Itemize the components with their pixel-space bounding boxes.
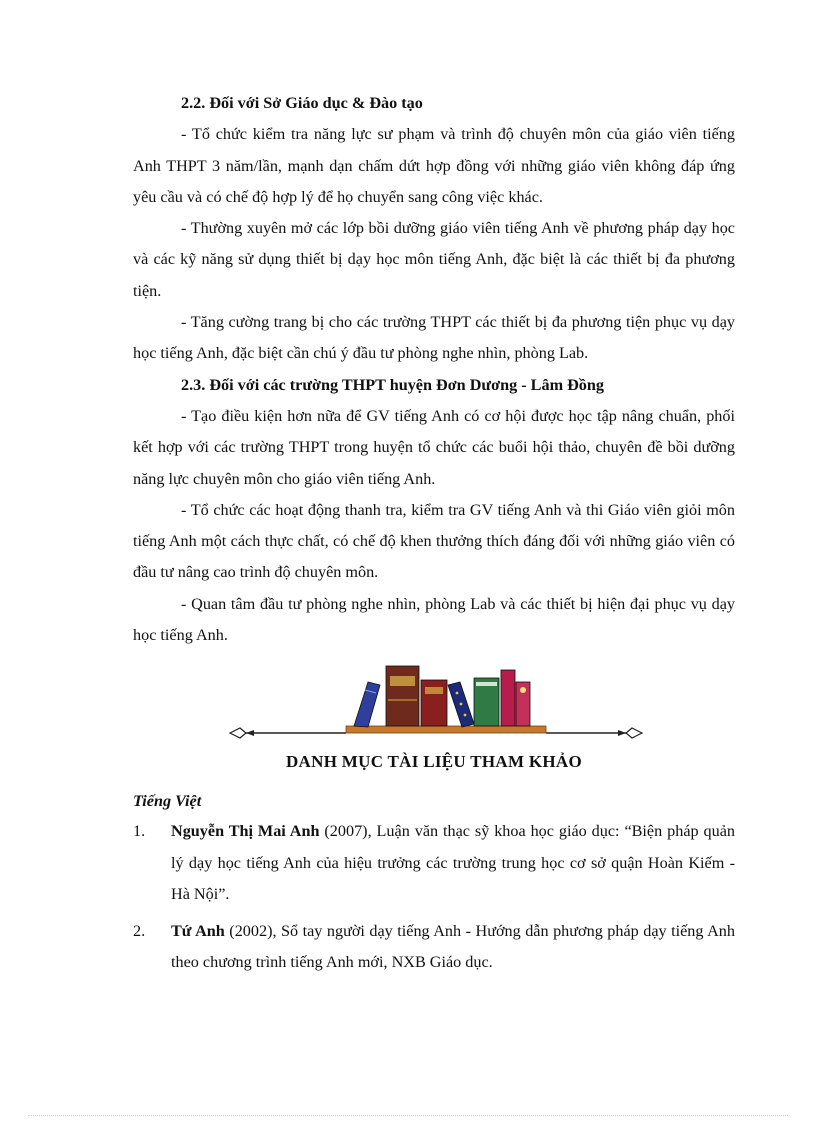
- paragraph: - Tổ chức kiểm tra năng lực sư phạm và trình độ chuyên môn của giáo viên tiếng Anh THPT 3 năm/lần, mạnh dạn chấm dứt hợp đồng với những giáo viên không đáp ứng yêu cầu và có chế độ hợp lý để họ chuyển sang công việc khác.: [133, 125, 735, 206]
- references-title: DANH MỤC TÀI LIỆU THAM KHẢO: [285, 752, 583, 771]
- book-red-short: [516, 682, 530, 726]
- reference-number: 2.: [133, 921, 146, 940]
- section-heading-2-3: 2.3. Đối với các trường THPT huyện Đơn Dương - Lâm Đồng: [181, 375, 604, 394]
- reference-text: [171, 916, 735, 979]
- pen-line-left: [230, 728, 346, 738]
- document-body: [133, 88, 735, 651]
- book-navy-leaning: [448, 682, 474, 727]
- reference-item: [133, 916, 735, 979]
- reference-author: Tứ Anh: [171, 921, 225, 940]
- section-heading-2-2: 2.2. Đối với Sở Giáo dục & Đào tạo: [181, 94, 423, 112]
- paragraph: - Tạo điều kiện hơn nữa để GV tiếng Anh có cơ hội được học tập nâng chuẩn, phối kết hợp với các trường THPT trong huyện tổ chức các buổi hội thảo, chuyên đề bồi dưỡng năng lực chuyên môn cho giáo viên tiếng Anh.: [133, 406, 735, 488]
- references-subheading: Tiếng Việt: [133, 792, 202, 810]
- book-brown-tall: [386, 666, 419, 726]
- reference-details: (2007), Luận văn thạc sỹ khoa học giáo dục: “Biện pháp quản lý dạy học tiếng Anh của hiệu trưởng các trường trung học cơ sở quận Hoàn Kiếm - Hà Nội”.: [171, 822, 735, 903]
- reference-list: [133, 816, 735, 984]
- books-shelf-ornament: [228, 660, 644, 746]
- reference-author: Nguyễn Thị Mai Anh: [171, 822, 320, 840]
- pen-line-right: [546, 728, 642, 738]
- paragraph: - Tăng cường trang bị cho các trường THPT các thiết bị đa phương tiện phục vụ dạy học tiếng Anh, đặc biệt cần chú ý đầu tư phòng nghe nhìn, phòng Lab.: [133, 313, 735, 363]
- reference-text: [171, 816, 735, 911]
- reference-details: (2002), Sổ tay người dạy tiếng Anh - Hướng dẫn phương pháp dạy tiếng Anh theo chương trình tiếng Anh mới, NXB Giáo dục.: [171, 921, 735, 971]
- book-blue-leaning: [354, 682, 380, 727]
- reference-number: 1.: [133, 822, 146, 840]
- shelf: [346, 726, 546, 733]
- paragraph: - Tổ chức các hoạt động thanh tra, kiểm tra GV tiếng Anh và thi Giáo viên giỏi môn tiếng Anh một cách thực chất, có chế độ khen thưởng thích đáng đối với những giáo viên có đầu tư nâng cao trình độ chuyên môn.: [133, 500, 735, 582]
- book-green: [474, 678, 499, 726]
- book-maroon: [421, 680, 447, 726]
- page-bottom-divider: [28, 1115, 788, 1116]
- reference-item: [133, 816, 735, 911]
- book-pink: [501, 670, 515, 726]
- paragraph: - Quan tâm đầu tư phòng nghe nhìn, phòng Lab và các thiết bị hiện đại phục vụ dạy học tiếng Anh.: [133, 594, 735, 645]
- paragraph: - Thường xuyên mở các lớp bồi dưỡng giáo viên tiếng Anh về phương pháp dạy học và các kỹ năng sử dụng thiết bị dạy học môn tiếng Anh, đặc biệt là các thiết bị đa phương tiện.: [133, 219, 735, 300]
